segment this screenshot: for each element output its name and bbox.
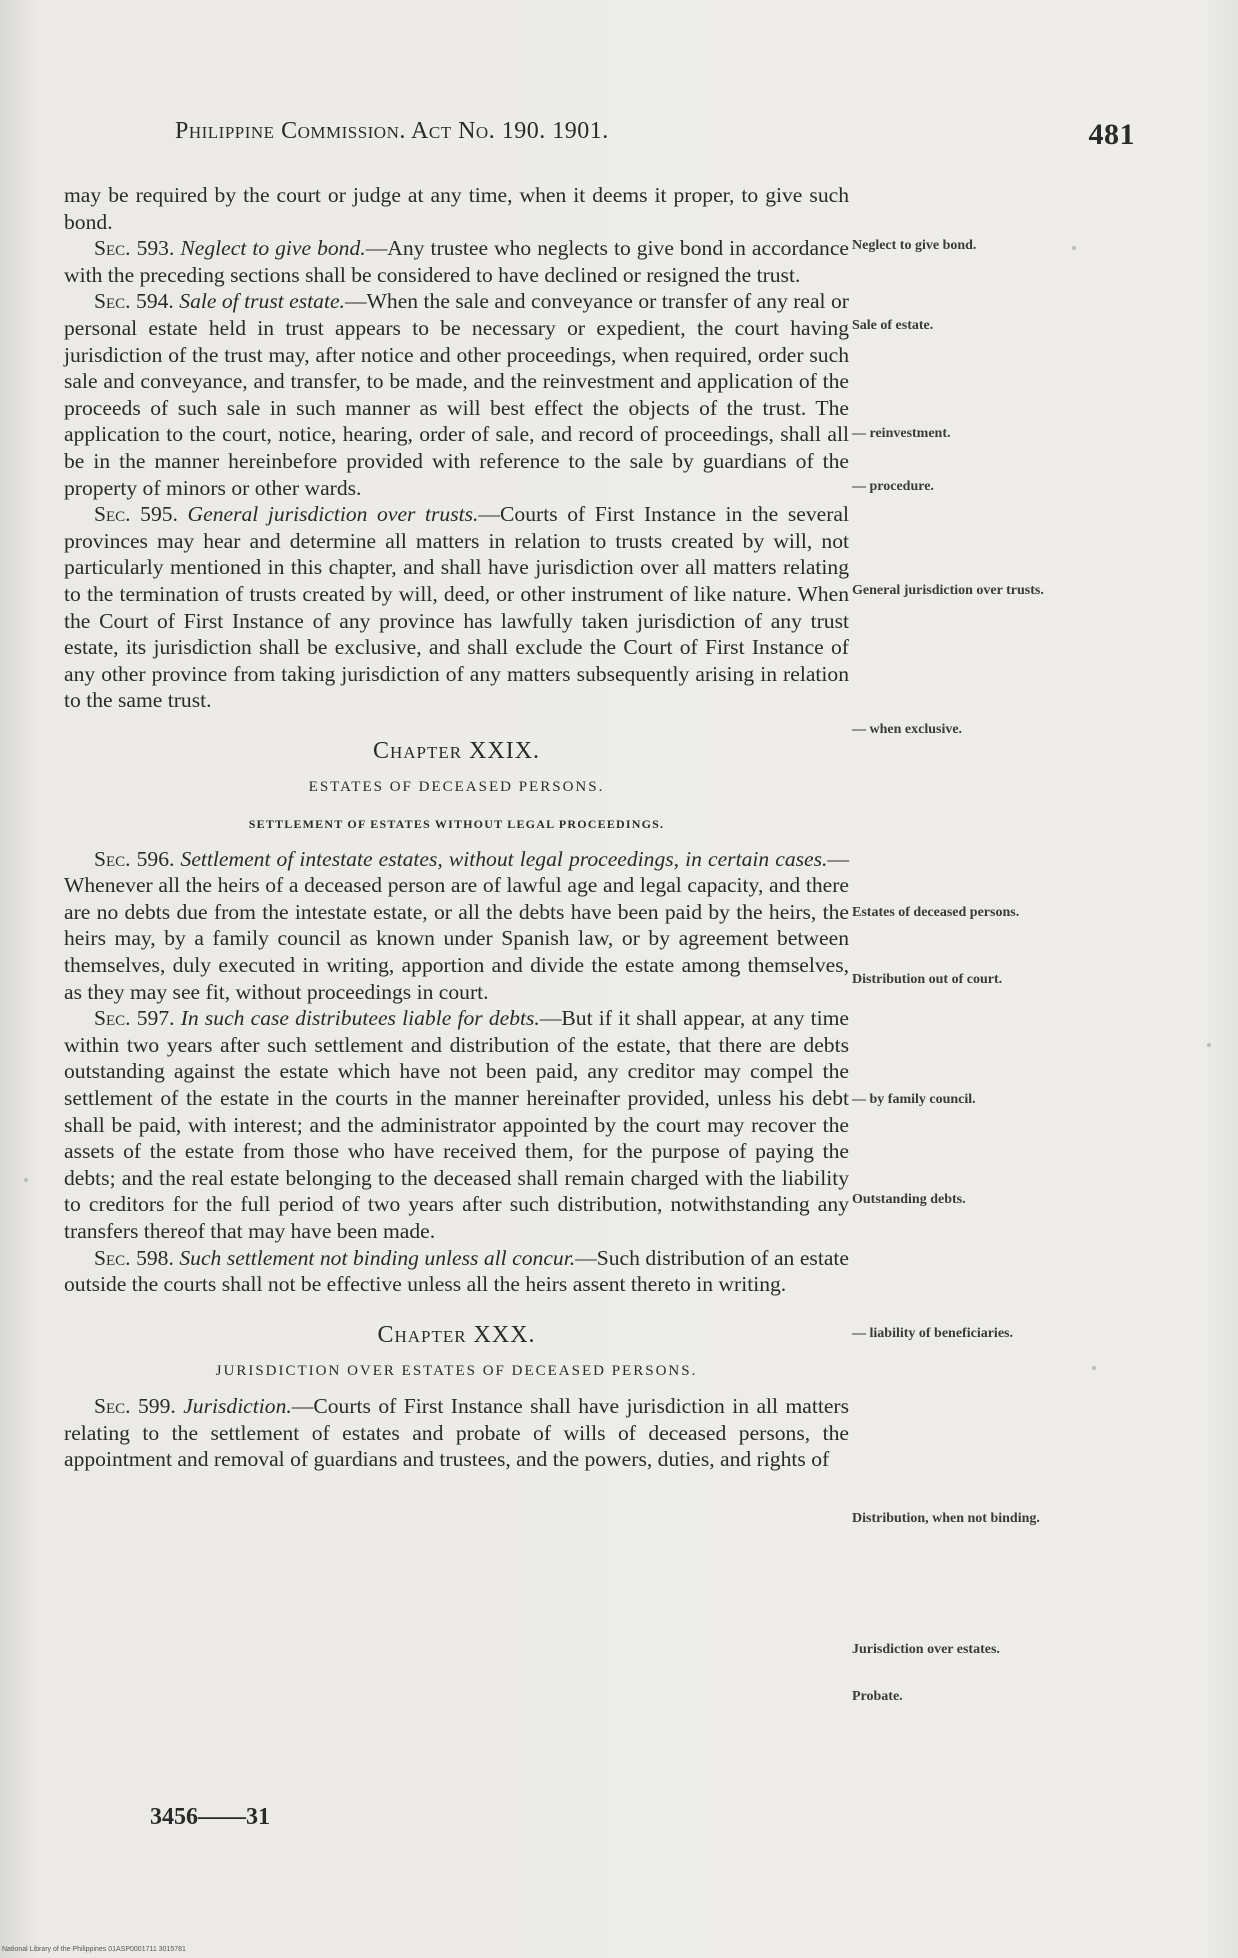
section-number: Sec. 597. — [94, 1006, 175, 1031]
margin-note: — liability of beneficiaries. — [852, 1326, 1013, 1341]
section-599 — [64, 1393, 849, 1473]
section-title: Such settlement not binding unless all concur. — [179, 1245, 576, 1270]
library-imprint: National Library of the Philippines 01ASP0001711 3015781 — [2, 1946, 186, 1953]
section-number: Sec. 599. — [94, 1393, 176, 1418]
section-title: Settlement of intestate estates, without legal proceedings, in certain cases. — [180, 846, 828, 871]
margin-note: Probate. — [852, 1689, 903, 1704]
section-593 — [64, 235, 849, 288]
chapter-title-29: ESTATES OF DECEASED PERSONS. — [308, 779, 605, 796]
section-text: —Courts of First Instance in the several provinces may hear and determine all matters in relation to trusts created by will, not particularly mentioned in this chapter, and shall have jurisdiction over all matters relating to the termination of trusts created by will, deed, or other instrument of like nature. When the Court of First Instance of any province has lawfully taken jurisdiction of any trust estate, its jurisdiction shall be exclusive, and shall exclude the Court of First Instance of any other province from taking jurisdiction of any matters subsequently arising in relation to the same trust. — [64, 502, 849, 713]
margin-note: Neglect to give bond. — [852, 238, 977, 253]
chapter-subtitle-29: SETTLEMENT OF ESTATES WITHOUT LEGAL PROCEEDINGS. — [248, 817, 665, 832]
chapter-heading-29: Chapter XXIX. — [372, 737, 541, 764]
margin-note: — by family council. — [852, 1092, 976, 1107]
scan-speck — [24, 1178, 28, 1182]
section-text: —When the sale and conveyance or transfer of any real or personal estate held in trust appears to be necessary or expedient, the court having jurisdiction of the trust may, after notice and other proceedings, when required, order such sale and conveyance, and transfer, to be made, and the reinvestment and application of the proceeds of such sale in such manner as will best effect the objects of the trust. The application to the court, notice, hearing, order of sale, and record of proceedings, shall all be in the manner hereinbefore provided with reference to the sale by guardians of the property of minors or other wards. — [64, 289, 849, 500]
margin-note: General jurisdiction over trusts. — [852, 583, 1044, 598]
margin-note: Outstanding debts. — [852, 1192, 966, 1207]
signature-mark: 3456——31 — [150, 1804, 270, 1830]
section-595 — [64, 501, 849, 714]
section-597 — [64, 1005, 849, 1244]
section-number: Sec. 596. — [94, 846, 175, 871]
section-text: —Any trustee who neglects to give bond in accordance with the preceding sections shall be considered to have declined or resigned the trust. — [64, 236, 850, 287]
section-text: —But if it shall appear, at any time within two years after such settlement and distribution of the estate, that there are debts outstanding against the estate which have not been paid, any creditor may compel the settlement of the estate in the courts in the manner hereinafter provided, unless his debt shall be paid, with interest; and the administrator appointed by the court may recover the assets of the estate from those who have received them, for the purpose of paying the debts; and the real estate belonging to the deceased shall remain charged with the liability to creditors for the full period of two years after such distribution, notwithstanding any transfers thereof that may have been made. — [64, 1006, 849, 1243]
paragraph-continuation: may be required by the court or judge at any time, when it deems it proper, to give such bond. — [64, 183, 849, 234]
section-number: Sec. 594. — [94, 289, 174, 314]
section-text: —Such distribution of an estate outside the courts shall not be effective unless all the heirs assent thereto in writing. — [64, 1245, 849, 1297]
section-title: In such case distributees liable for debts. — [180, 1006, 540, 1031]
body-text — [64, 182, 849, 1473]
section-title: Jurisdiction. — [183, 1393, 292, 1418]
scan-speck — [1092, 1366, 1096, 1370]
margin-note: — reinvestment. — [852, 426, 951, 441]
scan-speck — [1072, 246, 1076, 250]
section-title: General jurisdiction over trusts. — [187, 502, 479, 527]
section-number: Sec. 598. — [94, 1245, 174, 1270]
scan-speck — [1207, 1043, 1211, 1047]
margin-note: — procedure. — [852, 479, 934, 494]
margin-note: Sale of estate. — [852, 318, 934, 333]
section-596 — [64, 846, 849, 1006]
chapter-heading-30: Chapter XXX. — [377, 1321, 536, 1348]
section-598 — [64, 1245, 849, 1298]
chapter-title-30: JURISDICTION OVER ESTATES OF DECEASED PERSONS. — [215, 1363, 698, 1380]
running-title: Philippine Commission. Act No. 190. 1901. — [175, 118, 609, 144]
margin-note: Estates of deceased persons. — [852, 905, 1020, 920]
margin-note: Distribution out of court. — [852, 972, 1003, 987]
margin-note: Distribution, when not binding. — [852, 1511, 1040, 1526]
page-number: 481 — [1088, 118, 1135, 151]
margin-note: Jurisdiction over estates. — [852, 1642, 1000, 1657]
section-number: Sec. 595. — [94, 502, 178, 527]
section-number: Sec. 593. — [94, 236, 175, 261]
section-title: Neglect to give bond. — [180, 236, 366, 261]
section-text: —Whenever all the heirs of a deceased person are of lawful age and legal capacity, and there are no debts due from the intestate estate, or all the debts have been paid by the heirs, the heirs may, by a family council as known under Spanish law, or by agreement between themselves, duly executed in writing, apportion and divide the estate among themselves, as they may see fit, without proceedings in court. — [64, 846, 850, 1004]
margin-note: — when exclusive. — [852, 722, 963, 737]
section-594 — [64, 288, 849, 501]
section-title: Sale of trust estate. — [179, 289, 345, 314]
page-header — [175, 118, 1135, 158]
section-text: —Courts of First Instance shall have jurisdiction in all matters relating to the settlement of estates and probate of wills of deceased persons, the appointment and removal of guardians and trustees, and the powers, duties, and rights of — [64, 1393, 850, 1472]
